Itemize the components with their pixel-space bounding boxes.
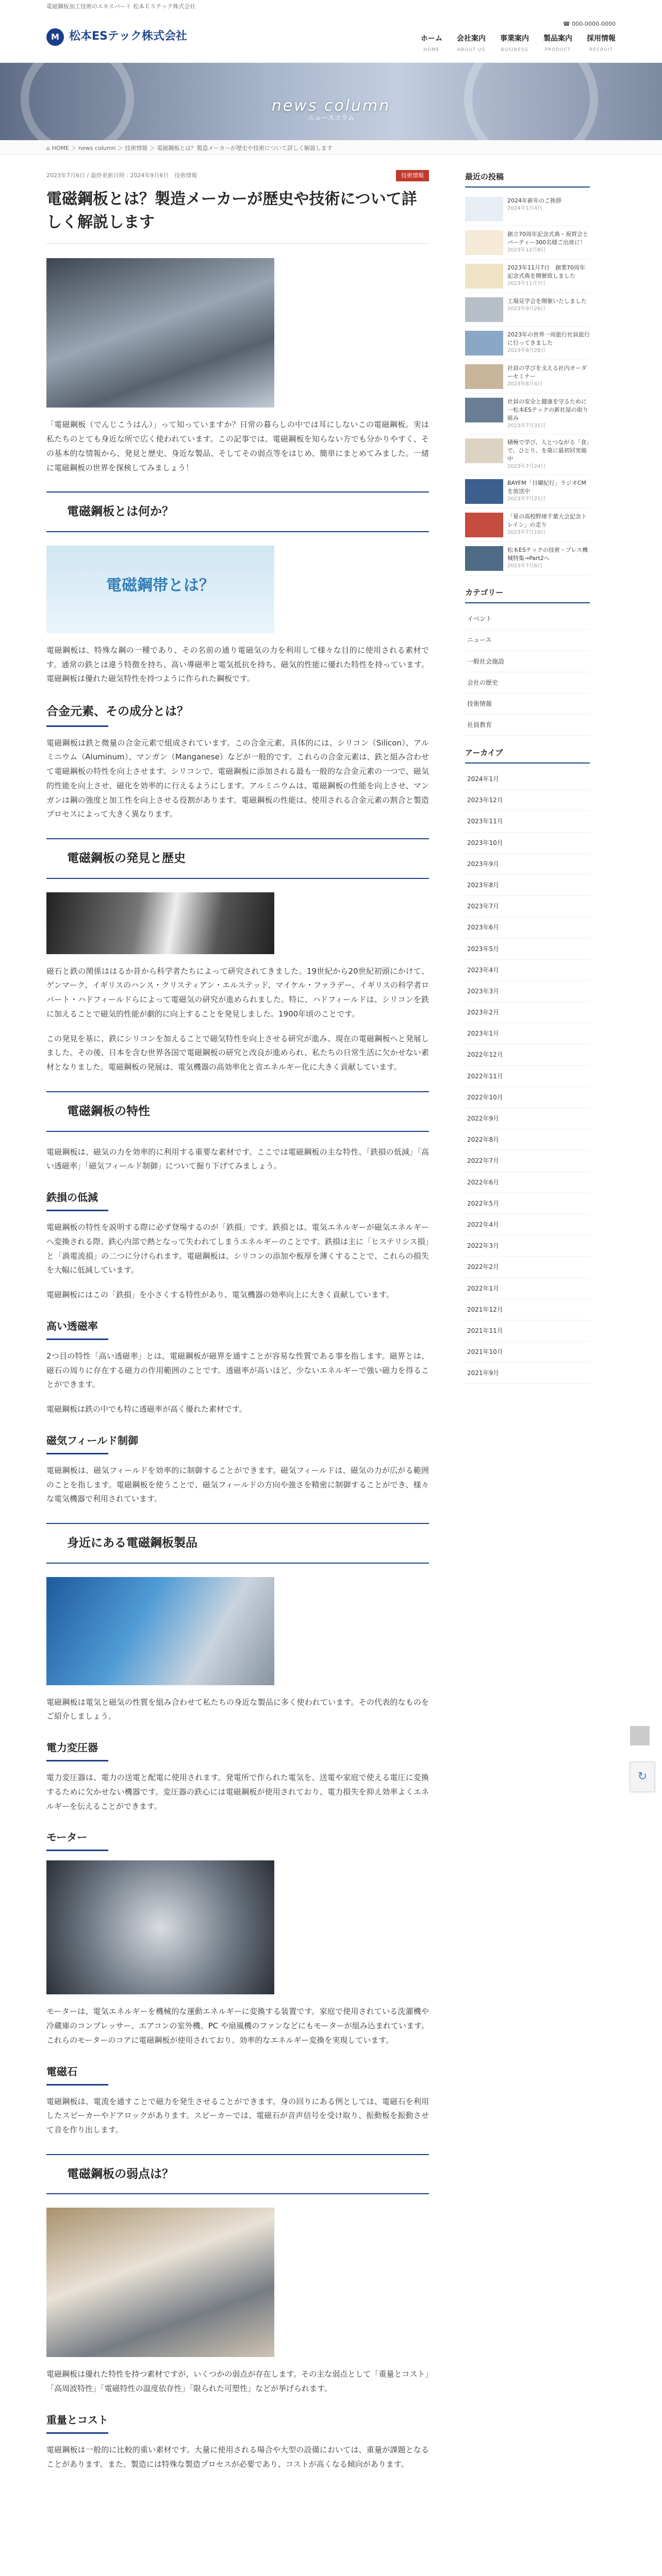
recent-post[interactable]: 2023年11月7日 創業70周年記念式典を開催致しました 2023年11月7日 [465,260,590,293]
archive-link[interactable]: 2022年4月 [465,1214,590,1235]
recent-post[interactable]: 「夏の高校野球千葉大会記念トレイン」の走り 2023年7月10日 [465,509,590,542]
hero-banner [0,63,662,140]
logo-text: 松本ESテック株式会社 [69,30,187,43]
post-thumbnail [465,297,503,322]
recent-post[interactable]: 創立70周年記念式典・祝賀会とパーティー300名様ご出席に！ 2023年12月8日 [465,226,590,260]
section-text: 電力変圧器は、電力の送電と配電に使用されます。発電所で作られた電気を、送電や家庭で使える電圧に変換するために欠かせない機器です。変圧器の鉄心には電磁鋼板が使用されており、電力損失を抑え効率よくエネルギーを伝えることができます。 [46,1773,429,1811]
recaptcha-icon[interactable]: ↻ [630,1762,655,1792]
coil-stack-image [46,2208,274,2357]
archive-link[interactable]: 2023年2月 [465,1002,590,1023]
category-link[interactable]: 会社の歴史 [465,672,590,693]
recent-post[interactable]: 2023年の世界一周旅行社員旅行に行ってきました 2023年8月28日 [465,327,590,360]
archive-link[interactable]: 2023年9月 [465,854,590,875]
post-thumbnail [465,230,503,255]
category-link[interactable]: 一般社会施設 [465,651,590,672]
archive-link[interactable]: 2023年8月 [465,875,590,896]
content-wrap [0,155,662,2482]
category-heading: カテゴリー [465,586,590,603]
post-title: 電磁鋼板とは？製造メーカーが歴史や技術について詳しく解説します [46,188,429,244]
subsection-heading: 電力変圧器 [46,1738,429,1761]
section-text: モーターは、電気エネルギーを機械的な運動エネルギーに変換する装置です。家庭で使用されている洗濯機や冷蔵庫のコンプレッサー、エアコンの室外機、PC や扇風機のファンなどにもモーターが組み込まれています。これらのモーターのコアに電磁鋼板が使用されており、効率的なエネルギー変換を実現しています。 [46,2007,429,2045]
topbar: 電磁鋼板加工技術のエキスパート 松本ＥＳテック株式会社 [0,0,662,11]
section-text: 2つ目の特性「高い透磁率」とは、電磁鋼板が磁界を通すことが容易な性質である事を指します。磁界とは、磁石の周りに存在する磁力の作用範囲のことです。透磁率が高いほど、少ないエネルギーで強い磁力を得ることができます。 [46,1351,429,1389]
category-link[interactable]: ニュース [465,630,590,651]
archive-link[interactable]: 2022年1月 [465,1278,590,1299]
section-heading: 電磁鋼板とは何か？ [46,492,429,532]
section-text: 磁石と鉄の関係ははるか昔から科学者たちによって研究されてきました。19世紀から20世紀初頭にかけて、ゲンマーク、イギリスのハンス・クリスティアン・エルステッド、マイケル・ファラデー、イギリスの科学者ロバート・ハドフィールドらによって電磁気の研究が進められました。特に、ハドフィールドは、シリコンを鉄に加えることで磁気的性能が劇的に向上することを発見しました。1900年頃のことです。 [46,966,429,1019]
motor-image [46,1860,274,1994]
post-thumbnail [465,398,503,422]
recent-post[interactable]: 松本ESテックの技術・プレス機械特集→Part2へ 2023年7月6日 [465,542,590,575]
archive-link[interactable]: 2022年10月 [465,1087,590,1108]
main-nav [421,32,616,55]
scroll-top-button[interactable] [630,1726,650,1745]
products-image [46,1577,274,1685]
section-text: 電磁鋼板は、磁気の力を効率的に利用する重要な素材です。ここでは電磁鋼板の主な特性、「鉄損の低減」「高い透磁率」「磁気フィールド制御」について掘り下げてみましょう。 [46,1147,429,1171]
section-text: 電磁鋼板は電気と磁気の性質を組み合わせて私たちの身近な製品に多く使われています。その代表的なものをご紹介しましょう。 [46,1697,429,1721]
archive-link[interactable]: 2023年7月 [465,896,590,917]
archive-link[interactable]: 2022年5月 [465,1193,590,1214]
category-link[interactable]: 社員教育 [465,715,590,736]
category-link[interactable]: イベント [465,608,590,630]
post-thumbnail [465,331,503,355]
archive-link[interactable]: 2023年12月 [465,790,590,811]
hero-subtitle: ニュースコラム [307,114,355,122]
archive-link[interactable]: 2022年11月 [465,1066,590,1087]
archive-link[interactable]: 2023年11月 [465,811,590,832]
subsection-heading: 磁気フィールド制御 [46,1431,429,1454]
archive-link[interactable]: 2021年9月 [465,1363,590,1384]
archive-link[interactable]: 2022年8月 [465,1129,590,1150]
section-text: 電磁鋼板は鉄と微量の合金元素で組成されています。この合金元素、具体的には、シリコン（Silicon）、アルミニウム（Aluminum）、マンガン（Manganese）などが一般的です。これらの合金元素は、鉄と組み合わせて電磁鋼板の特性を向上させます。シリコンで、電磁鋼板に添加される最も一般的な合金元素の一つで、磁気的性能を向上させ、磁化を効率的に行えるようにします。アルミニウムは、電磁鋼板の性能を向上させ、マンガンは鋼の強度と加工性を向上させる役割があります。電磁鋼板の性能は、使用される合金元素の割合と製造プロセスによって大きく異なります。 [46,738,429,819]
archive-link[interactable]: 2021年11月 [465,1320,590,1342]
archive-link[interactable]: 2024年1月 [465,769,590,790]
section-text: 電磁鋼板は優れた特性を持つ素材ですが、いくつかの弱点が存在します。その主な弱点として「重量とコスト」「高周波特性」「電磁特性の温度依存性」「限られた可塑性」などが挙げられます。 [46,2369,429,2394]
post-thumbnail [465,438,503,463]
section-text: 電磁鋼板は鉄の中でも特に透磁率が高く優れた素材です。 [46,1404,247,1414]
steel-coil-image [46,258,274,408]
archive-link[interactable]: 2023年4月 [465,960,590,981]
site-logo[interactable] [46,26,187,47]
archive-list [465,769,590,1384]
nav-product[interactable]: 製品案内 PRODUCT [543,35,572,53]
steel-sheet-image [46,892,274,954]
subsection-heading: 重量とコスト [46,2411,429,2434]
nav-recruit[interactable]: 採用情報 RECRUIT [587,35,616,53]
section-heading: 合金元素、その成分とは？ [46,701,429,727]
intro-text: 「電磁鋼板（でんじこうはん）」って知っていますか？日常の暮らしの中では耳にしないこの電磁鋼板。実は私たちのとても身近な所で広く使われています。この記事では、電磁鋼板を知らない方でも分かりやすく、その基本的な情報から、発見と歴史、身近な製品、そしてその弱点等をはじめ、簡単にまとめてみました。一緒に電磁鋼板の世界を探検してみましょう！ [46,420,429,472]
archive-link[interactable]: 2022年7月 [465,1150,590,1172]
category-list [465,608,590,736]
category-badge[interactable]: 技術情報 [396,170,429,181]
archive-link[interactable]: 2022年9月 [465,1108,590,1129]
site-header [0,11,662,63]
section-heading: 電磁鋼板の弱点は？ [46,2154,429,2195]
electrical-steel-image [46,546,274,633]
section-text: 電磁鋼板の特性を説明する際に必ず登場するのが「鉄損」です。鉄損とは、電気エネルギーが磁気エネルギーへ変換される際、鉄心内部で熱となって失われてしまうエネルギーのことです。鉄損は主に「ヒステリシス損」と「渦電流損」の二つに分けられます。電磁鋼板は、シリコンの添加や板厚を薄くすることで、これらの損失を大幅に低減しています。 [46,1223,429,1275]
archive-link[interactable]: 2022年2月 [465,1257,590,1278]
header-right [421,19,616,55]
recent-posts [465,193,590,576]
section-text: 電磁鋼板は一般的に比較的重い素材です。大量に使用される場合や大型の設備においては、重量が課題となることがあります。また、製造には特殊な製造プロセスが必要であり、コストが高くなる傾向があります。 [46,2445,429,2469]
post-thumbnail [465,546,503,571]
post-thumbnail [465,364,503,389]
nav-home[interactable]: ホーム HOME [421,35,442,53]
archive-link[interactable]: 2023年10月 [465,833,590,854]
section-text: 電磁鋼板にはこの「鉄損」を小さくする特性があり、電気機器の効率向上に大きく貢献しています。 [46,1290,394,1300]
section-text: この発見を基に、鉄にシリコンを加えることで磁気特性を向上させる研究が進み、現在の電磁鋼板へと発展しました。その後、日本を含む世界各国で電磁鋼板の研究と改良が進められ、私たちの日常生活に欠かせない素材となりました。電磁鋼板の発展は、電気機器の高効率化と省エネルギー化に大きく貢献しています。 [46,1033,429,1072]
archive-heading: アーカイブ [465,746,590,764]
article [46,170,429,2482]
nav-business[interactable]: 事業案内 BUSINESS [500,35,529,53]
archive-link[interactable]: 2022年3月 [465,1235,590,1257]
subsection-heading: 高い透磁率 [46,1317,429,1340]
recent-post[interactable]: 社員の安全と健康を守るために一松本ESテックの新社屋の取り組み 2023年7月31日 [465,394,590,434]
post-thumbnail [465,264,503,289]
section-heading: 電磁鋼板の特性 [46,1091,429,1132]
recent-post[interactable]: 工場見学会を開催いたしました 2023年9月26日 [465,293,590,327]
post-meta [46,170,429,181]
archive-link[interactable]: 2023年5月 [465,939,590,960]
sidebar [465,170,590,2482]
recent-post[interactable]: 社員の学びを支える社内オーダーセミナー 2023年8月4日 [465,360,590,394]
hero-title: news column [271,97,391,115]
archive-link[interactable]: 2023年1月 [465,1023,590,1044]
section-text: 電磁鋼板は、電流を通すことで磁力を発生させることができます。身の回りにある例としては、電磁石を利用したスピーカーやドアロックがあります。スピーカーでは、電磁石が音声信号を受け取り、振動板を振動させて音を作り出します。 [46,2096,429,2135]
post-dates: 2023年7月6日 / 最終更新日時 : 2024年9月6日 技術情報 [46,172,197,179]
section-text: 電磁鋼板は、特殊な鋼の一種であり、その名前の通り電磁気の力を利用して様々な目的に使用される素材です。通常の鉄とは違う特徴を持ち、高い導磁率と電気抵抗を持ち、磁気的性能に優れた特性を持っています。電磁鋼板は優れた磁気特性を持つように作られた鋼板です。 [46,645,429,684]
archive-link[interactable]: 2023年3月 [465,981,590,1002]
recent-post[interactable]: 2024年新年のご挨拶 2024年1月4日 [465,193,590,226]
archive-link[interactable]: 2021年10月 [465,1342,590,1363]
image-caption: 電磁鋼帯とは？ [106,576,214,595]
subsection-heading: モーター [46,1828,429,1851]
section-text: 電磁鋼板は、磁気フィールドを効率的に制御することができます。磁気フィールドは、磁気の力が広がる範囲のことを指します。電磁鋼板を使うことで、磁気フィールドの方向や強さを精密に制御することができ、様々な電気機器で利用されています。 [46,1465,429,1504]
section-heading: 身近にある電磁鋼板製品 [46,1523,429,1564]
subsection-heading: 電磁石 [46,2062,429,2086]
recent-post[interactable]: 積極で学び、人とつながる「食」で、ひとり、を第に最初回実施中 2023年7月24日 [465,434,590,475]
archive-link[interactable]: 2023年6月 [465,917,590,938]
archive-link[interactable]: 2021年12月 [465,1299,590,1320]
post-thumbnail [465,197,503,222]
recent-post[interactable]: BAYFM「日曜紀行」ラジオCMを放送中 2023年7月21日 [465,475,590,509]
archive-link[interactable]: 2022年6月 [465,1172,590,1193]
category-link[interactable]: 技術情報 [465,693,590,715]
nav-about[interactable]: 会社案内 ABOUT US [457,35,486,53]
logo-mark-icon: M [46,28,64,46]
subsection-heading: 鉄損の低減 [46,1188,429,1211]
archive-link[interactable]: 2022年12月 [465,1044,590,1065]
section-heading: 電磁鋼板の発見と歴史 [46,838,429,879]
breadcrumb[interactable]: ⌂ HOME ＞ news column ＞ 技術情報 ＞ 電磁鋼板とは？製造メーカーが歴史や技術について詳しく解説します [0,140,662,155]
post-thumbnail [465,479,503,504]
recent-posts-heading: 最近の投稿 [465,170,590,188]
post-thumbnail [465,513,503,537]
header-phone[interactable]: ☎ 000-0000-0000 [562,21,616,28]
